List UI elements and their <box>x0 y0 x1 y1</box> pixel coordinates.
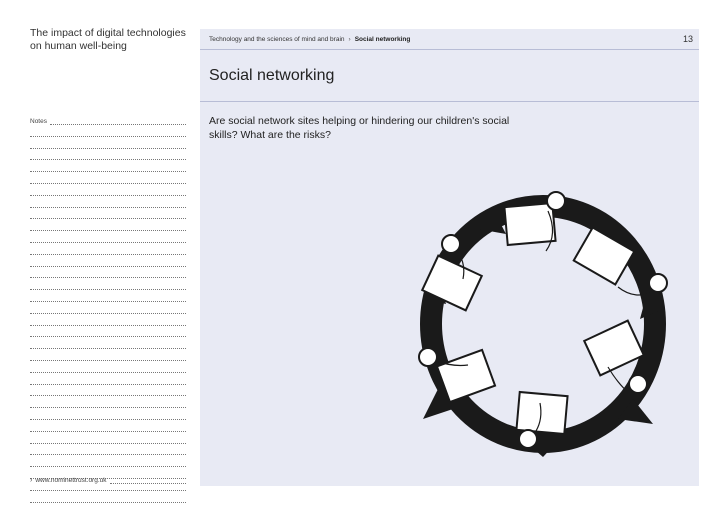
page-number: 13 <box>682 34 693 44</box>
note-line <box>30 337 186 349</box>
breadcrumb <box>200 29 699 50</box>
breadcrumb-current: Social networking <box>354 35 411 43</box>
title-divider <box>200 101 699 102</box>
notes-label-row <box>30 117 186 125</box>
note-line <box>30 137 186 149</box>
note-line <box>30 349 186 361</box>
breadcrumb-parent: Technology and the sciences of mind and brain <box>209 35 345 43</box>
notes-lines <box>30 125 186 503</box>
social-networking-illustration <box>418 189 668 459</box>
note-line <box>30 243 186 255</box>
note-line <box>30 290 186 302</box>
note-line <box>30 149 186 161</box>
note-line <box>30 278 186 290</box>
note-line <box>30 125 186 137</box>
note-line <box>30 302 186 314</box>
note-line <box>30 172 186 184</box>
note-line <box>30 491 186 503</box>
content-panel <box>200 29 699 486</box>
note-line <box>30 385 186 397</box>
note-line <box>30 326 186 338</box>
note-line <box>30 432 186 444</box>
breadcrumb-separator-icon: › <box>348 35 351 43</box>
notes-label: Notes <box>30 118 47 125</box>
note-line <box>30 231 186 243</box>
note-line <box>30 267 186 279</box>
note-line <box>30 396 186 408</box>
note-line <box>30 160 186 172</box>
note-line <box>30 208 186 220</box>
question-text: Are social network sites helping or hindering our children's social skills? What are the risks? <box>209 115 510 141</box>
note-line <box>30 361 186 373</box>
note-line <box>30 184 186 196</box>
document-title: The impact of digital technologies on human well-being <box>30 27 186 52</box>
note-line <box>30 219 186 231</box>
footer-link-row[interactable] <box>30 477 186 484</box>
note-line <box>30 408 186 420</box>
footer-link-fill <box>110 477 186 484</box>
arrow-right-icon: › <box>30 477 33 484</box>
footer-link[interactable]: www.nominettrust.org.uk <box>35 477 107 484</box>
note-line <box>30 196 186 208</box>
notes-area <box>30 117 186 503</box>
note-line <box>30 314 186 326</box>
note-line <box>30 455 186 467</box>
note-line <box>30 373 186 385</box>
note-line <box>30 255 186 267</box>
section-title: Social networking <box>209 67 335 84</box>
note-line <box>30 444 186 456</box>
note-line <box>30 420 186 432</box>
notes-label-fill <box>50 118 186 125</box>
